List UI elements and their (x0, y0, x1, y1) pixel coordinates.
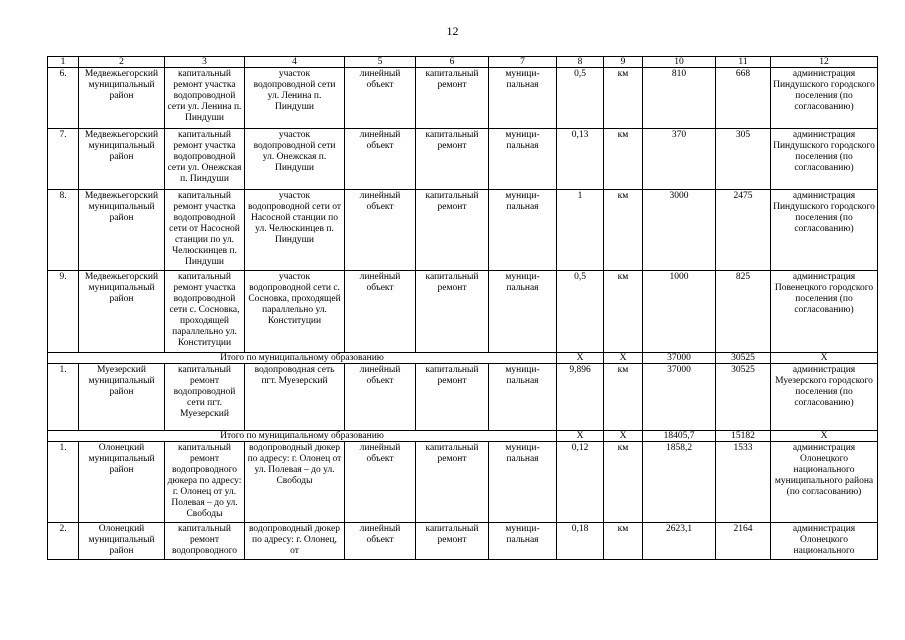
column-number: 9 (604, 57, 643, 68)
unit-cell: Х (604, 431, 643, 442)
row-number: 6. (48, 68, 79, 129)
cost-cell: 810 (643, 68, 716, 129)
cost-cell: 2623,1 (643, 523, 716, 560)
work-cell: капитальный ремонт участка водопроводной сети от Насосной станции по ул. Челюскинцев п. Пиндуши (165, 190, 245, 271)
responsible-cell: администрация Пиндушского городского поселения (по согласованию) (771, 129, 878, 190)
total-label: Итого по муниципальному образованию (48, 353, 557, 364)
row-number: 8. (48, 190, 79, 271)
ownership-cell: муници-пальная (489, 129, 557, 190)
column-number: 11 (716, 57, 771, 68)
unit-cell: км (604, 68, 643, 129)
work-cell: капитальный ремонт участка водопроводной сети ул. Ленина п. Пиндуши (165, 68, 245, 129)
unit-cell: км (604, 523, 643, 560)
responsible-cell: администрация Пиндушского городского поселения (по согласованию) (771, 190, 878, 271)
subsidy-cell: 30525 (716, 364, 771, 431)
unit-cell: Х (604, 353, 643, 364)
cost-cell: 37000 (643, 353, 716, 364)
object-type-cell: линейный объект (345, 129, 416, 190)
work-cell: капитальный ремонт водопроводного (165, 523, 245, 560)
column-number: 5 (345, 57, 416, 68)
work-kind-cell: капитальный ремонт (416, 364, 489, 431)
column-number: 12 (771, 57, 878, 68)
quantity-cell: 9,896 (557, 364, 604, 431)
district-cell: Медвежьегорский муниципальный район (79, 271, 165, 353)
responsible-cell: администрация Повенецкого городского поселения (по согласованию) (771, 271, 878, 353)
ownership-cell: муници-пальная (489, 271, 557, 353)
cost-cell: 1858,2 (643, 442, 716, 523)
table-row (48, 68, 878, 129)
ownership-cell: муници-пальная (489, 190, 557, 271)
column-number: 1 (48, 57, 79, 68)
row-number: 1. (48, 442, 79, 523)
total-row (48, 353, 878, 364)
subsidy-cell: 2164 (716, 523, 771, 560)
object-type-cell: линейный объект (345, 68, 416, 129)
object-cell: участок водопроводной сети с. Сосновка, проходящей параллельно ул. Конституции (245, 271, 345, 353)
row-number: 9. (48, 271, 79, 353)
object-cell: водопроводная сеть пгт. Муезерский (245, 364, 345, 431)
work-kind-cell: капитальный ремонт (416, 271, 489, 353)
subsidy-cell: 2475 (716, 190, 771, 271)
row-number: 2. (48, 523, 79, 560)
subsidy-cell: 668 (716, 68, 771, 129)
district-cell: Медвежьегорский муниципальный район (79, 129, 165, 190)
ownership-cell: муници-пальная (489, 364, 557, 431)
subsidy-cell: 1533 (716, 442, 771, 523)
quantity-cell: Х (557, 431, 604, 442)
object-type-cell: линейный объект (345, 523, 416, 560)
table-row (48, 442, 878, 523)
cost-cell: 370 (643, 129, 716, 190)
object-type-cell: линейный объект (345, 190, 416, 271)
quantity-cell: 0,18 (557, 523, 604, 560)
table-row (48, 271, 878, 353)
cost-cell: 3000 (643, 190, 716, 271)
district-cell: Олонецкий муниципальный район (79, 442, 165, 523)
row-number: 1. (48, 364, 79, 431)
work-cell: капитальный ремонт участка водопроводной сети с. Сосновка, проходящей параллельно ул. Конституции (165, 271, 245, 353)
ownership-cell: муници-пальная (489, 442, 557, 523)
responsible-cell: Х (771, 431, 878, 442)
quantity-cell: 1 (557, 190, 604, 271)
table-row (48, 129, 878, 190)
total-label: Итого по муниципальному образованию (48, 431, 557, 442)
subsidy-cell: 30525 (716, 353, 771, 364)
district-cell: Медвежьегорский муниципальный район (79, 190, 165, 271)
quantity-cell: 0,12 (557, 442, 604, 523)
work-cell: капитальный ремонт водопроводного дюкера по адресу: г. Олонец от ул. Полевая – до ул. Свободы (165, 442, 245, 523)
object-type-cell: линейный объект (345, 442, 416, 523)
table-row (48, 523, 878, 560)
responsible-cell: администрация Пиндушского городского поселения (по согласованию) (771, 68, 878, 129)
object-cell: участок водопроводной сети ул. Ленина п. Пиндуши (245, 68, 345, 129)
column-number-row (48, 57, 878, 68)
object-cell: участок водопроводной сети ул. Онежская п. Пиндуши (245, 129, 345, 190)
work-kind-cell: капитальный ремонт (416, 129, 489, 190)
subsidy-cell: 15182 (716, 431, 771, 442)
object-type-cell: линейный объект (345, 271, 416, 353)
responsible-cell: администрация Олонецкого национального муниципального района (по согласованию) (771, 442, 878, 523)
unit-cell: км (604, 271, 643, 353)
subsidy-cell: 305 (716, 129, 771, 190)
subsidy-cell: 825 (716, 271, 771, 353)
cost-cell: 37000 (643, 364, 716, 431)
work-kind-cell: капитальный ремонт (416, 442, 489, 523)
work-kind-cell: капитальный ремонт (416, 523, 489, 560)
column-number: 10 (643, 57, 716, 68)
object-cell: водопроводный дюкер по адресу: г. Олонец, от (245, 523, 345, 560)
cost-cell: 18405,7 (643, 431, 716, 442)
work-kind-cell: капитальный ремонт (416, 68, 489, 129)
quantity-cell: 0,5 (557, 68, 604, 129)
program-table (47, 56, 878, 560)
responsible-cell: Х (771, 353, 878, 364)
unit-cell: км (604, 190, 643, 271)
object-cell: участок водопроводной сети от Насосной станции по ул. Челюскинцев п. Пиндуши (245, 190, 345, 271)
ownership-cell: муници-пальная (489, 68, 557, 129)
column-number: 8 (557, 57, 604, 68)
column-number: 3 (165, 57, 245, 68)
cost-cell: 1000 (643, 271, 716, 353)
work-kind-cell: капитальный ремонт (416, 190, 489, 271)
work-cell: капитальный ремонт водопроводной сети пгт. Муезерский (165, 364, 245, 431)
district-cell: Медвежьегорский муниципальный район (79, 68, 165, 129)
table-row (48, 190, 878, 271)
quantity-cell: 0,5 (557, 271, 604, 353)
page-number: 12 (446, 24, 459, 38)
ownership-cell: муници-пальная (489, 523, 557, 560)
column-number: 7 (489, 57, 557, 68)
object-cell: водопроводный дюкер по адресу: г. Олонец от ул. Полевая – до ул. Свободы (245, 442, 345, 523)
column-number: 4 (245, 57, 345, 68)
unit-cell: км (604, 364, 643, 431)
column-number: 2 (79, 57, 165, 68)
table-row (48, 364, 878, 431)
district-cell: Муезерский муниципальный район (79, 364, 165, 431)
total-row (48, 431, 878, 442)
quantity-cell: Х (557, 353, 604, 364)
responsible-cell: администрация Олонецкого национального (771, 523, 878, 560)
unit-cell: км (604, 442, 643, 523)
responsible-cell: администрация Муезерского городского поселения (по согласованию) (771, 364, 878, 431)
object-type-cell: линейный объект (345, 364, 416, 431)
row-number: 7. (48, 129, 79, 190)
quantity-cell: 0,13 (557, 129, 604, 190)
district-cell: Олонецкий муниципальный район (79, 523, 165, 560)
work-cell: капитальный ремонт участка водопроводной сети ул. Онежская п. Пиндуши (165, 129, 245, 190)
column-number: 6 (416, 57, 489, 68)
unit-cell: км (604, 129, 643, 190)
